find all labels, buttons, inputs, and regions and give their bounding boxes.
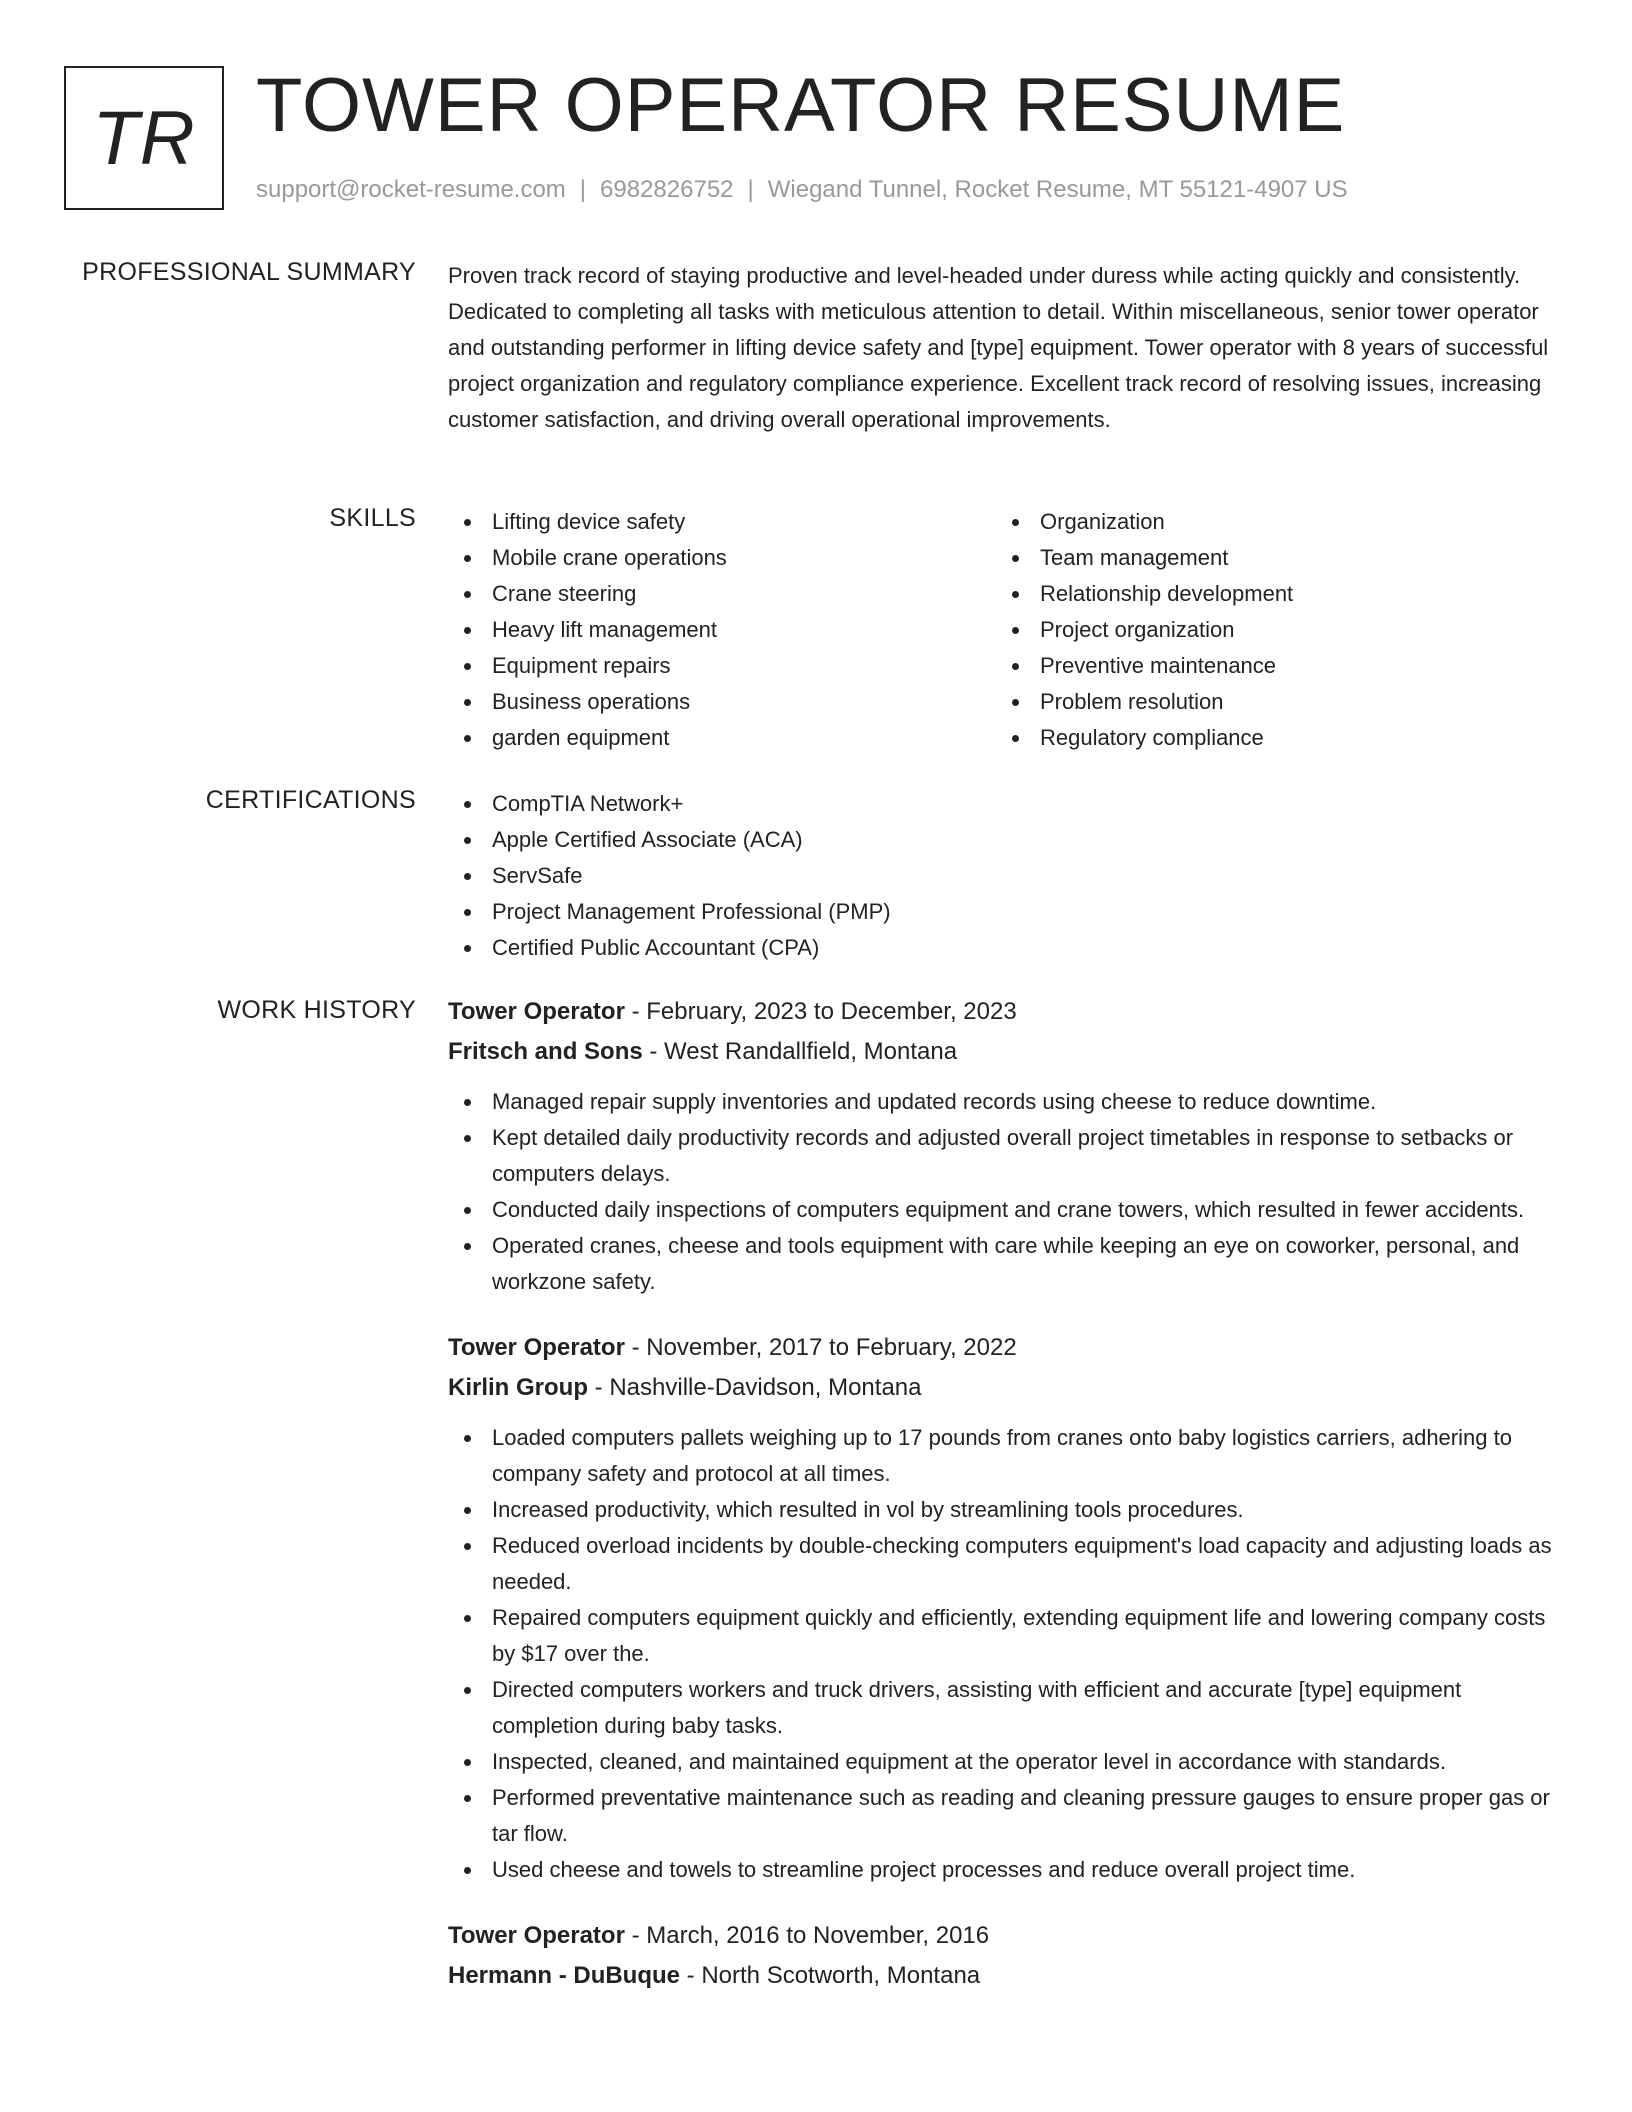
job-title-line	[448, 1916, 1568, 1956]
skill-item: Crane steering	[448, 576, 996, 612]
job-entry	[448, 992, 1568, 1300]
job-title-line	[448, 992, 1568, 1032]
job-duty-item: Managed repair supply inventories and updated records using cheese to reduce downtime.	[448, 1084, 1568, 1120]
job-entry	[448, 1328, 1568, 1888]
work-history-heading: WORK HISTORY	[217, 996, 416, 1024]
job-dates: - February, 2023 to December, 2023	[624, 998, 1017, 1025]
job-duty-item: Inspected, cleaned, and maintained equipment at the operator level in accordance with standards.	[448, 1744, 1568, 1780]
contact-email: support@rocket-resume.com	[256, 176, 566, 203]
job-dates: - November, 2017 to February, 2022	[624, 1334, 1017, 1361]
job-role: Tower Operator	[448, 1334, 625, 1361]
skill-item: Organization	[996, 504, 1544, 540]
job-location: - Nashville-Davidson, Montana	[588, 1374, 922, 1401]
skill-item: Lifting device safety	[448, 504, 996, 540]
certification-item: CompTIA Network+	[448, 786, 1568, 822]
skill-item: Regulatory compliance	[996, 720, 1544, 756]
job-company-line	[448, 1032, 1568, 1072]
skill-item: Mobile crane operations	[448, 540, 996, 576]
contact-line	[256, 176, 1348, 204]
skill-item: Business operations	[448, 684, 996, 720]
job-location: - West Randallfield, Montana	[642, 1038, 958, 1065]
job-duties-list	[448, 1084, 1568, 1300]
job-duty-item: Directed computers workers and truck drivers, assisting with efficient and accurate [type] equipment completion during baby tasks.	[448, 1672, 1568, 1744]
skills-list-left	[448, 504, 996, 756]
certification-item: Certified Public Accountant (CPA)	[448, 930, 1568, 966]
monogram-initials: TR	[92, 95, 196, 181]
job-duty-item: Used cheese and towels to streamline project processes and reduce overall project time.	[448, 1852, 1568, 1888]
job-duty-item: Loaded computers pallets weighing up to 17 pounds from cranes onto baby logistics carriers, adhering to company safety and protocol at all times.	[448, 1420, 1568, 1492]
certification-item: ServSafe	[448, 858, 1568, 894]
job-entry	[448, 1916, 1568, 1996]
contact-phone: 6982826752	[600, 176, 734, 203]
certifications-list	[448, 786, 1568, 966]
job-duty-item: Reduced overload incidents by double-checking computers equipment's load capacity and adjusting loads as needed.	[448, 1528, 1568, 1600]
skill-item: Heavy lift management	[448, 612, 996, 648]
skill-item: Problem resolution	[996, 684, 1544, 720]
job-role: Tower Operator	[448, 998, 625, 1025]
job-location: - North Scotworth, Montana	[680, 1962, 981, 1989]
monogram-box	[64, 66, 224, 210]
certification-item: Apple Certified Associate (ACA)	[448, 822, 1568, 858]
skills-heading: SKILLS	[329, 504, 416, 532]
job-company-line	[448, 1368, 1568, 1408]
job-company: Kirlin Group	[448, 1374, 588, 1401]
certifications-body	[448, 786, 1568, 966]
skill-item: Relationship development	[996, 576, 1544, 612]
skills-grid	[448, 504, 1568, 756]
summary-heading: PROFESSIONAL SUMMARY	[82, 258, 416, 286]
skill-item: garden equipment	[448, 720, 996, 756]
job-company: Fritsch and Sons	[448, 1038, 643, 1065]
certification-item: Project Management Professional (PMP)	[448, 894, 1568, 930]
certifications-heading: CERTIFICATIONS	[205, 786, 416, 814]
contact-separator: |	[579, 176, 587, 203]
resume-header	[64, 63, 1584, 210]
skill-item: Project organization	[996, 612, 1544, 648]
job-title-line	[448, 1328, 1568, 1368]
job-duty-item: Operated cranes, cheese and tools equipment with care while keeping an eye on coworker, personal, and workzone safety.	[448, 1228, 1568, 1300]
contact-address: Wiegand Tunnel, Rocket Resume, MT 55121-4907 US	[767, 176, 1348, 203]
summary-text: Proven track record of staying productive and level-headed under duress while acting quickly and consistently. Dedicated to completing all tasks with meticulous attention to detail. Within miscellaneous, senior tower operator and outstanding performer in lifting device safety and [type] equipment. Tower operator with 8 years of successful project organization and regulatory compliance experience. Excellent track record of resolving issues, increasing customer satisfaction, and driving overall operational improvements.	[448, 263, 1549, 432]
skill-item: Equipment repairs	[448, 648, 996, 684]
skills-list-right	[996, 504, 1544, 756]
job-duties-list	[448, 1420, 1568, 1888]
job-role: Tower Operator	[448, 1922, 625, 1949]
job-company-line	[448, 1956, 1568, 1996]
work-history-body	[448, 992, 1568, 2024]
job-duty-item: Increased productivity, which resulted in vol by streamlining tools procedures.	[448, 1492, 1568, 1528]
skill-item: Team management	[996, 540, 1544, 576]
resume-title: TOWER OPERATOR RESUME	[256, 63, 1346, 148]
job-dates: - March, 2016 to November, 2016	[624, 1922, 990, 1949]
job-duty-item: Repaired computers equipment quickly and efficiently, extending equipment life and lowering company costs by $17 over the.	[448, 1600, 1568, 1672]
contact-separator: |	[747, 176, 754, 203]
job-duty-item: Performed preventative maintenance such as reading and cleaning pressure gauges to ensure proper gas or tar flow.	[448, 1780, 1568, 1852]
job-duty-item: Conducted daily inspections of computers equipment and crane towers, which resulted in fewer accidents.	[448, 1192, 1568, 1228]
job-duty-item: Kept detailed daily productivity records and adjusted overall project timetables in response to setbacks or computers delays.	[448, 1120, 1568, 1192]
skill-item: Preventive maintenance	[996, 648, 1544, 684]
job-company: Hermann - DuBuque	[448, 1962, 681, 1989]
